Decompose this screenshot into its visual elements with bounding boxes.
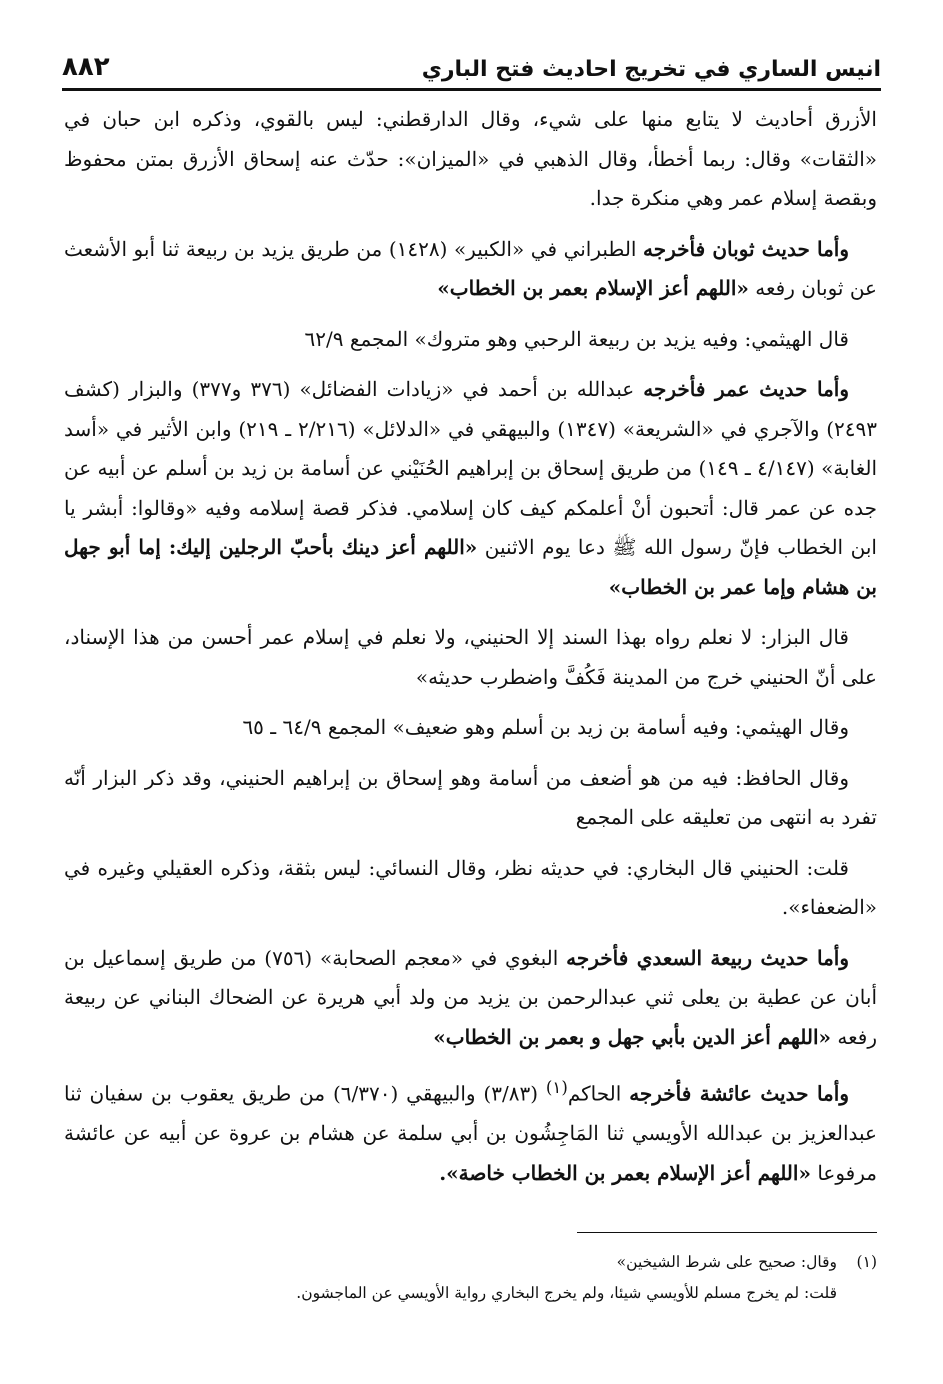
- text-run: البغوي في «معجم الصحابة» (٧٥٦) من طريق إسماعيل بن أبان عن عطية بن يعلى ثني عبدالرحمن بن يزيد من ولد أبي هريرة عن الضحاك البناني عن ربيعة رفعه: [64, 945, 877, 1049]
- text-run: الطبراني في «الكبير» (١٤٢٨) من طريق يزيد بن ربيعة ثنا أبو الأشعث عن ثوبان رفعه: [64, 236, 877, 300]
- bold-text: «اللهم أعز الإسلام بعمر بن الخطاب خاصة».: [439, 1160, 811, 1185]
- bold-text: وأما حديث عمر فأخرجه: [643, 377, 849, 401]
- paragraph: [64, 849, 877, 928]
- paragraph: [64, 939, 877, 1058]
- footnote-text: قلت: لم يخرج مسلم للأويسي شيئا، ولم يخرج البخاري رواية الأويسي عن الماجشون.: [296, 1284, 837, 1302]
- paragraph: [64, 320, 877, 360]
- footnote-1: [64, 1247, 877, 1278]
- bold-text: وأما حديث ربيعة السعدي فأخرجه: [566, 945, 849, 970]
- text-run: وقال الحافظ: فيه من هو أضعف من أسامة وهو إسحاق بن إبراهيم الحنيني، وقد ذكر البزار أنّه تفرد به انتهى من تعليقه على المجمع: [64, 765, 877, 829]
- footnote-divider: [577, 1232, 877, 1233]
- bold-text: وأما حديث عائشة فأخرجه: [629, 1081, 849, 1106]
- bold-text: «اللهم أعز الإسلام بعمر بن الخطاب»: [437, 276, 749, 300]
- footnote-1-continuation: [64, 1278, 877, 1309]
- bold-text: وأما حديث ثوبان فأخرجه: [643, 236, 849, 261]
- bold-text: «اللهم أعز الدين بأبي جهل و بعمر بن الخطاب»: [433, 1024, 832, 1049]
- footnote-number: (١): [856, 1253, 877, 1271]
- paragraph: [64, 708, 877, 748]
- page-number: ٨٨٢: [62, 52, 110, 82]
- paragraph: [64, 100, 877, 219]
- text-run: قال الهيثمي: وفيه يزيد بن ربيعة الرحبي وهو متروك» المجمع ٦٢/٩: [304, 326, 849, 351]
- running-title: انيس الساري في تخريج احاديث فتح الباري: [421, 57, 881, 82]
- paragraph: [64, 370, 877, 607]
- footnote-ref: (١): [545, 1078, 568, 1097]
- paragraph: [64, 230, 877, 309]
- text-run: قال البزار: لا نعلم رواه بهذا السند إلا الحنيني، ولا نعلم في إسلام عمر أحسن من هذا الإسناد، على أنّ الحنيني خرج من المدينة فَكُفَّ واضطرب حديثه»: [64, 625, 877, 689]
- text-run: (٣/٨٣) والبيهقي (٦/٣٧٠) من طريق يعقوب بن سفيان ثنا عبدالعزيز بن عبدالله الأويسي ثنا المَاجِشُون بن أبي سلمة عن هشام بن عروة عن أبيه عن عائشة مرفوعا: [64, 1081, 877, 1185]
- footnotes: [64, 1232, 877, 1309]
- text-run: قلت: الحنيني قال البخاري: في حديثه نظر، وقال النسائي: ليس بثقة، وذكره العقيلي وغيره في «الضعفاء».: [64, 855, 877, 919]
- text-run: الحاكم: [567, 1081, 630, 1106]
- text-run: الأزرق أحاديث لا يتابع منها على شيء، وقال الدارقطني: ليس بالقوي، وذكره ابن حبان في «الثقات» وقال: ربما أخطأ، وقال الذهبي في «الميزان»: حدّث عنه إسحاق الأزرق بمتن محفوظ وبقصة إسلام عمر وهي منكرة جدا.: [64, 107, 877, 210]
- paragraph: [64, 1068, 877, 1193]
- paragraph: [64, 618, 877, 697]
- page-header: [62, 34, 881, 91]
- text-run: وقال الهيثمي: وفيه أسامة بن زيد بن أسلم وهو ضعيف» المجمع ٦٤/٩ ـ ٦٥: [242, 715, 849, 739]
- text-run: عبدالله بن أحمد في «زيادات الفضائل» (٣٧٦ و٣٧٧) والبزار (كشف ٢٤٩٣) والآجري في «الشريعة» (١٣٤٧) والبيهقي في «الدلائل» (٢/٢١٦ ـ ٢١٩) وابن الأثير في «أسد الغابة» (٤/١٤٧ ـ ١٤٩) من طريق إسحاق بن إبراهيم الحُنَيْني عن أسامة بن زيد بن أسلم عن أبيه عن جده عن عمر قال: أتحبون أنْ أعلمكم كيف كان إسلامي. فذكر قصة إسلامه وفيه «وقالوا: أبشر يا ابن الخطاب فإنّ رسول الله ﷺ دعا يوم الاثنين: [64, 377, 878, 559]
- bold-text: «اللهم أعز دينك بأحبّ الرجلين إليك: إما أبو جهل بن هشام وإما عمر بن الخطاب»: [64, 535, 877, 599]
- paragraph: [64, 759, 877, 838]
- footnote-text: وقال: صحيح على شرط الشيخين»: [616, 1253, 837, 1271]
- main-text: [64, 100, 877, 1204]
